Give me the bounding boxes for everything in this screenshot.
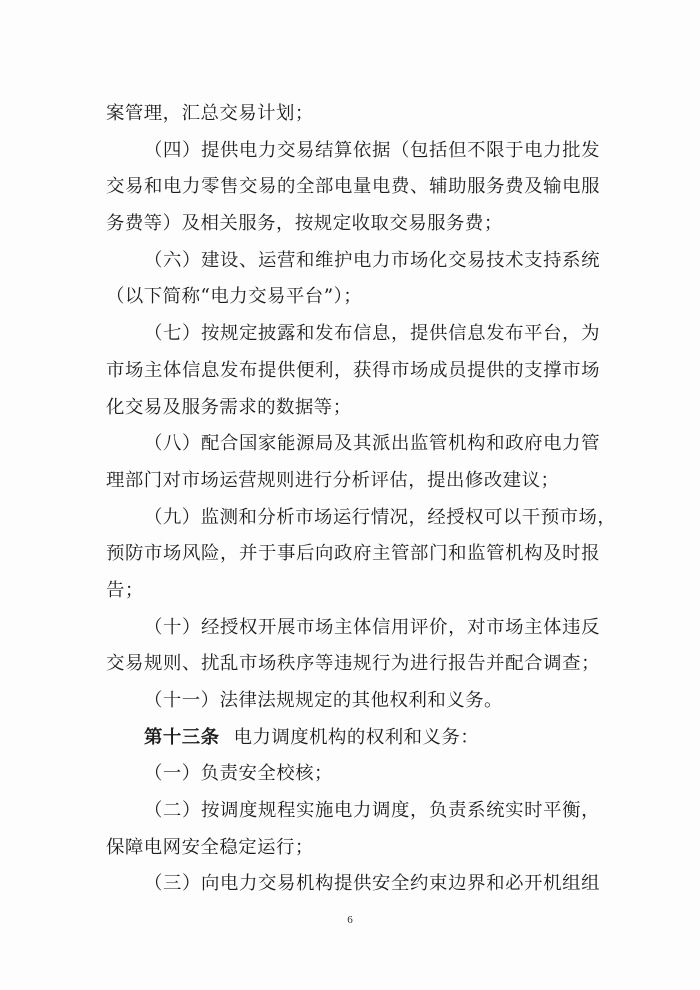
text-line: （以下简称“电力交易平台”）； <box>106 286 363 308</box>
text-line: （二）按调度规程实施电力调度，负责系统实时平衡， <box>144 800 600 822</box>
article-heading-line <box>106 720 600 757</box>
text-line: （三）向电力交易机构提供安全约束边界和必开机组组 <box>144 873 600 895</box>
text-line: （十一）法律法规规定的其他权利和义务。 <box>144 690 503 711</box>
text-line: 交易规则、扰乱市场秩序等违规行为进行报告并配合调查； <box>106 653 600 675</box>
text-line: （一）负责安全校核； <box>144 763 333 785</box>
article-number: 第十三条 <box>144 726 220 748</box>
text-line: 保障电网安全稳定运行； <box>106 836 314 858</box>
text-line: 务费等）及相关服务，按规定收取交易服务费； <box>106 213 503 235</box>
text-line: （八）配合国家能源局及其派出监管机构和政府电力管 <box>144 433 600 455</box>
text-line: （四）提供电力交易结算依据（包括但不限于电力批发 <box>144 139 600 161</box>
text-line: （六）建设、运营和维护电力市场化交易技术支持系统 <box>144 249 600 271</box>
text-line: 案管理，汇总交易计划； <box>106 103 314 124</box>
text-line: （十）经授权开展市场主体信用评价，对市场主体违反 <box>144 616 600 638</box>
text-line: 告； <box>106 579 144 601</box>
text-line: 理部门对市场运营规则进行分析评估，提出修改建议； <box>106 469 560 491</box>
text-line: （七）按规定披露和发布信息，提供信息发布平台，为 <box>144 323 600 345</box>
article-title: 电力调度机构的权利和义务： <box>233 726 480 748</box>
text-line: （九）监测和分析市场运行情况，经授权可以干预市场， <box>144 506 617 528</box>
text-line: 化交易及服务需求的数据等； <box>106 396 352 418</box>
document-body <box>106 96 617 903</box>
page-number: 6 <box>347 914 353 926</box>
text-line: 市场主体信息发布提供便利，获得市场成员提供的支撑市场 <box>106 359 600 381</box>
text-line: 交易和电力零售交易的全部电量电费、辅助服务费及输电服 <box>106 176 600 198</box>
text-line: 预防市场风险，并于事后向政府主管部门和监管机构及时报 <box>106 543 600 565</box>
